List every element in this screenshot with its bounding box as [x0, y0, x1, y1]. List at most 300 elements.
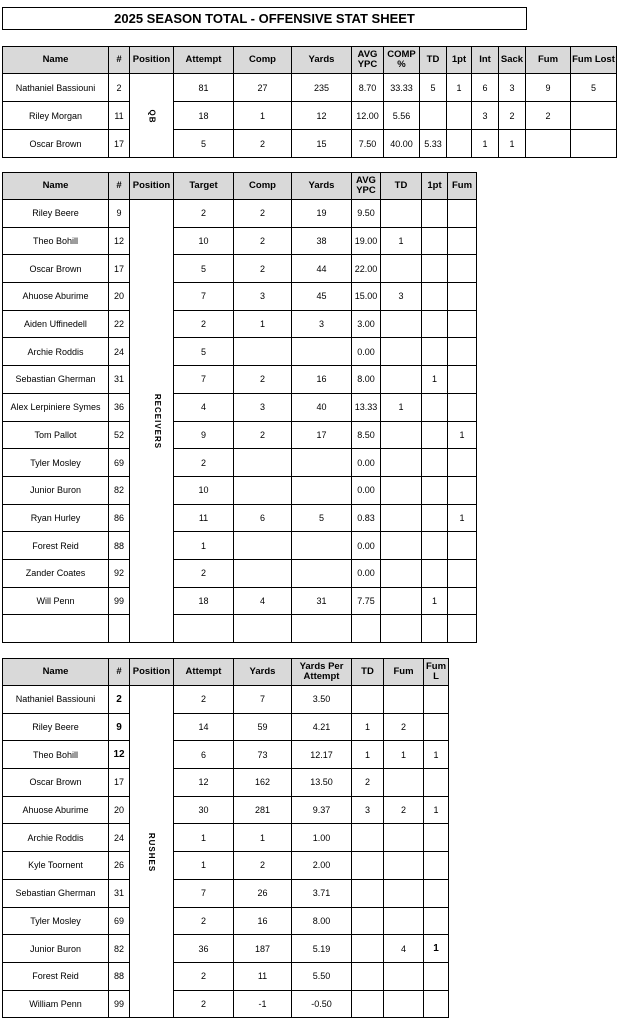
cell-avg-ypc: 0.00: [352, 559, 381, 587]
cell-target: 7: [174, 366, 234, 394]
cell-1pt: [422, 310, 448, 338]
cell-td: [381, 587, 422, 615]
cell-td: [381, 476, 422, 504]
cell-fum-l: [424, 990, 449, 1018]
cell-avg-ypc: 0.00: [352, 476, 381, 504]
cell-avg-ypc: 15.00: [352, 283, 381, 311]
table-row: [3, 935, 449, 963]
cell-attempt: 36: [174, 935, 234, 963]
cell-attempt: 7: [174, 879, 234, 907]
cell-comp: 5.56: [384, 102, 420, 130]
position-cell: [130, 200, 174, 643]
header-name: Name: [3, 47, 109, 74]
cell-fum: 4: [384, 935, 424, 963]
cell-yards: 45: [292, 283, 352, 311]
cell-fum-l: [424, 686, 449, 714]
header-: #: [109, 173, 130, 200]
cell-td: [352, 935, 384, 963]
cell-avg-ypc: 8.70: [352, 74, 384, 102]
cell-: 12: [109, 741, 130, 769]
cell-td: 1: [381, 393, 422, 421]
cell-fum: [448, 449, 477, 477]
cell-target: 2: [174, 200, 234, 228]
cell-1pt: [422, 393, 448, 421]
cell-yards: 26: [234, 879, 292, 907]
cell-name: Ryan Hurley: [3, 504, 109, 532]
cell-name: Will Penn: [3, 587, 109, 615]
cell-name: Aiden Uffinedell: [3, 310, 109, 338]
header-comp: Comp: [234, 47, 292, 74]
header-td: TD: [352, 659, 384, 686]
cell-yards: 73: [234, 741, 292, 769]
cell-yards: [292, 532, 352, 560]
cell-sack: 3: [499, 74, 526, 102]
header-fum: Fum: [384, 659, 424, 686]
cell-comp: 3: [234, 393, 292, 421]
cell-fum-l: [424, 907, 449, 935]
cell-td: [381, 366, 422, 394]
header-position: Position: [130, 173, 174, 200]
cell-td: [381, 200, 422, 228]
cell-: 31: [109, 366, 130, 394]
header-comp: Comp: [234, 173, 292, 200]
cell-yards: [292, 559, 352, 587]
cell-td: [352, 852, 384, 880]
cell-comp: [234, 615, 292, 643]
cell-td: [352, 990, 384, 1018]
header-attempt: Attempt: [174, 47, 234, 74]
cell-yards: [292, 449, 352, 477]
position-label: RUSHES: [147, 832, 156, 872]
header-avg-ypc: AVG YPC: [352, 47, 384, 74]
cell-avg-ypc: [352, 615, 381, 643]
cell-yards-per-attempt: -0.50: [292, 990, 352, 1018]
cell-1pt: [422, 476, 448, 504]
cell-name: Sebastian Gherman: [3, 366, 109, 394]
cell-avg-ypc: 8.50: [352, 421, 381, 449]
cell-fum: 2: [384, 713, 424, 741]
cell-: 52: [109, 421, 130, 449]
header-td: TD: [420, 47, 447, 74]
cell-name: William Penn: [3, 990, 109, 1018]
position-cell: [130, 686, 174, 1018]
position-cell: [130, 74, 174, 158]
cell-: 24: [109, 338, 130, 366]
cell-yards-per-attempt: 5.50: [292, 962, 352, 990]
cell-name: Nathaniel Bassiouni: [3, 74, 109, 102]
cell-yards: 16: [234, 907, 292, 935]
cell-: 2: [109, 74, 130, 102]
header-attempt: Attempt: [174, 659, 234, 686]
cell-name: Nathaniel Bassiouni: [3, 686, 109, 714]
cell-yards: 38: [292, 227, 352, 255]
cell-fum: [448, 255, 477, 283]
header-name: Name: [3, 659, 109, 686]
cell-comp: [234, 532, 292, 560]
cell-td: [352, 824, 384, 852]
cell-fum: [384, 769, 424, 797]
cell-name: Junior Buron: [3, 476, 109, 504]
position-label: QB: [147, 109, 156, 123]
table-row: [3, 74, 617, 102]
cell-avg-ypc: 22.00: [352, 255, 381, 283]
table-row: [3, 283, 477, 311]
cell-attempt: 81: [174, 74, 234, 102]
cell-target: 2: [174, 449, 234, 477]
cell-comp: [234, 559, 292, 587]
cell-fum: [448, 310, 477, 338]
cell-td: [381, 559, 422, 587]
table-row: [3, 741, 449, 769]
cell-comp: [234, 449, 292, 477]
cell-fum-l: 1: [424, 741, 449, 769]
cell-attempt: 5: [174, 130, 234, 158]
cell-comp: 40.00: [384, 130, 420, 158]
cell-attempt: 2: [174, 962, 234, 990]
table-row: [3, 962, 449, 990]
cell-target: 5: [174, 338, 234, 366]
cell-comp: 6: [234, 504, 292, 532]
cell-yards-per-attempt: 3.50: [292, 686, 352, 714]
cell-1pt: [422, 421, 448, 449]
cell-avg-ypc: 19.00: [352, 227, 381, 255]
cell-yards-per-attempt: 4.21: [292, 713, 352, 741]
cell-td: 1: [352, 713, 384, 741]
cell-fum-l: [424, 962, 449, 990]
cell-name: Tom Pallot: [3, 421, 109, 449]
cell-fum: [448, 476, 477, 504]
table-row: [3, 796, 449, 824]
cell-attempt: 2: [174, 990, 234, 1018]
cell-fum: [448, 283, 477, 311]
cell-yards: -1: [234, 990, 292, 1018]
cell-fum-l: 1: [424, 935, 449, 963]
sheet-title: 2025 SEASON TOTAL - OFFENSIVE STAT SHEET: [2, 7, 527, 30]
cell-fum-l: [424, 769, 449, 797]
cell-fum: [448, 200, 477, 228]
table-row: [3, 686, 449, 714]
cell-yards: 1: [234, 824, 292, 852]
cell-fum-l: [424, 824, 449, 852]
cell-int: 6: [472, 74, 499, 102]
cell-comp: 33.33: [384, 74, 420, 102]
cell-td: 3: [352, 796, 384, 824]
header-td: TD: [381, 173, 422, 200]
cell-fum: [448, 366, 477, 394]
header-fum: Fum: [448, 173, 477, 200]
cell-: 88: [109, 532, 130, 560]
header-target: Target: [174, 173, 234, 200]
cell-comp: 4: [234, 587, 292, 615]
cell-attempt: 12: [174, 769, 234, 797]
cell-td: 3: [381, 283, 422, 311]
receivers-stats-table: [2, 172, 477, 643]
cell-avg-ypc: 12.00: [352, 102, 384, 130]
table-row: [3, 587, 477, 615]
cell-avg-ypc: 0.83: [352, 504, 381, 532]
cell-: 22: [109, 310, 130, 338]
cell-yards: 12: [292, 102, 352, 130]
cell-name: Oscar Brown: [3, 255, 109, 283]
cell-1pt: [422, 255, 448, 283]
cell-yards: 19: [292, 200, 352, 228]
header-: #: [109, 47, 130, 74]
cell-fum: [448, 615, 477, 643]
cell-avg-ypc: 8.00: [352, 366, 381, 394]
cell-target: 2: [174, 559, 234, 587]
cell-: 20: [109, 796, 130, 824]
table-row: [3, 366, 477, 394]
cell-1pt: [422, 227, 448, 255]
table-row: [3, 824, 449, 852]
cell-avg-ypc: 0.00: [352, 449, 381, 477]
cell-1pt: [422, 532, 448, 560]
cell-avg-ypc: 7.50: [352, 130, 384, 158]
header-: #: [109, 659, 130, 686]
table-row: [3, 421, 477, 449]
cell-td: 2: [352, 769, 384, 797]
table-row: [3, 769, 449, 797]
cell-yards: 5: [292, 504, 352, 532]
cell-comp: 2: [234, 130, 292, 158]
cell-td: [352, 879, 384, 907]
table-row: [3, 504, 477, 532]
cell-yards: 44: [292, 255, 352, 283]
cell-avg-ypc: 13.33: [352, 393, 381, 421]
cell-fum: [384, 686, 424, 714]
cell-td: 5.33: [420, 130, 447, 158]
cell-fum: [384, 990, 424, 1018]
cell-fum: 2: [526, 102, 571, 130]
cell-sack: 2: [499, 102, 526, 130]
cell-comp: 2: [234, 421, 292, 449]
header-name: Name: [3, 173, 109, 200]
cell-td: [381, 338, 422, 366]
cell-target: 9: [174, 421, 234, 449]
cell-1pt: [447, 130, 472, 158]
cell-target: 10: [174, 227, 234, 255]
cell-name: Riley Beere: [3, 200, 109, 228]
cell-attempt: 6: [174, 741, 234, 769]
cell-yards: 15: [292, 130, 352, 158]
cell-comp: 27: [234, 74, 292, 102]
cell-1pt: [422, 283, 448, 311]
table-row: [3, 310, 477, 338]
cell-name: Theo Bohill: [3, 227, 109, 255]
cell-attempt: 2: [174, 907, 234, 935]
cell-comp: [234, 476, 292, 504]
cell-yards: 187: [234, 935, 292, 963]
cell-target: 1: [174, 532, 234, 560]
cell-name: Junior Buron: [3, 935, 109, 963]
cell-td: [352, 962, 384, 990]
cell-1pt: [422, 449, 448, 477]
cell-name: Sebastian Gherman: [3, 879, 109, 907]
table-row: [3, 476, 477, 504]
cell-fum: 2: [384, 796, 424, 824]
header-yards: Yards: [292, 47, 352, 74]
cell-yards: 2: [234, 852, 292, 880]
cell-fum: [448, 338, 477, 366]
cell-name: Archie Roddis: [3, 824, 109, 852]
cell-yards: 235: [292, 74, 352, 102]
cell-fum: [384, 907, 424, 935]
cell-name: Alex Lerpiniere Symes: [3, 393, 109, 421]
cell-yards-per-attempt: 9.37: [292, 796, 352, 824]
cell-name: Tyler Mosley: [3, 907, 109, 935]
cell-1pt: [422, 200, 448, 228]
cell-td: [352, 907, 384, 935]
cell-avg-ypc: 9.50: [352, 200, 381, 228]
cell-1pt: [422, 338, 448, 366]
header-yards-per-attempt: Yards Per Attempt: [292, 659, 352, 686]
cell-: 17: [109, 769, 130, 797]
cell-attempt: 1: [174, 824, 234, 852]
cell-fum: [448, 532, 477, 560]
cell-: 17: [109, 255, 130, 283]
cell-: 31: [109, 879, 130, 907]
cell-target: 10: [174, 476, 234, 504]
cell-comp: [234, 338, 292, 366]
cell-avg-ypc: 0.00: [352, 338, 381, 366]
cell-: 36: [109, 393, 130, 421]
cell-: 24: [109, 824, 130, 852]
cell-fum: [448, 227, 477, 255]
cell-fum-lost: [571, 102, 617, 130]
table-row: [3, 255, 477, 283]
cell-: 9: [109, 713, 130, 741]
cell-fum-l: [424, 713, 449, 741]
cell-int: 1: [472, 130, 499, 158]
cell-name: Archie Roddis: [3, 338, 109, 366]
cell-fum-l: [424, 852, 449, 880]
cell-name: Ahuose Aburime: [3, 796, 109, 824]
cell-fum: 1: [448, 421, 477, 449]
table-row: [3, 449, 477, 477]
cell-name: Ahuose Aburime: [3, 283, 109, 311]
table-row: [3, 102, 617, 130]
cell-td: [420, 102, 447, 130]
cell-yards-per-attempt: 12.17: [292, 741, 352, 769]
header-fum-lost: Fum Lost: [571, 47, 617, 74]
cell-fum: 9: [526, 74, 571, 102]
cell-yards: [292, 338, 352, 366]
cell-yards: 16: [292, 366, 352, 394]
cell-name: Oscar Brown: [3, 130, 109, 158]
table-row: [3, 852, 449, 880]
cell-yards-per-attempt: 5.19: [292, 935, 352, 963]
cell-yards-per-attempt: 3.71: [292, 879, 352, 907]
cell-target: 7: [174, 283, 234, 311]
header-position: Position: [130, 659, 174, 686]
header-comp: COMP %: [384, 47, 420, 74]
position-label: RECEIVERS: [153, 393, 163, 450]
cell-fum-l: 1: [424, 796, 449, 824]
cell-comp: 1: [234, 102, 292, 130]
cell-1pt: [422, 615, 448, 643]
cell-: 69: [109, 449, 130, 477]
header-yards: Yards: [292, 173, 352, 200]
cell-name: Forest Reid: [3, 962, 109, 990]
cell-comp: 2: [234, 200, 292, 228]
cell-td: [381, 310, 422, 338]
cell-: 17: [109, 130, 130, 158]
cell-: 86: [109, 504, 130, 532]
cell-yards-per-attempt: 8.00: [292, 907, 352, 935]
cell-name: Kyle Toornent: [3, 852, 109, 880]
cell-: 2: [109, 686, 130, 714]
cell-fum-lost: [571, 130, 617, 158]
table-row: [3, 338, 477, 366]
cell-fum: [384, 962, 424, 990]
cell-: 92: [109, 559, 130, 587]
cell-: 11: [109, 102, 130, 130]
table-row: [3, 990, 449, 1018]
cell-1pt: 1: [422, 587, 448, 615]
cell-1pt: 1: [447, 74, 472, 102]
rushes-stats-table: [2, 658, 449, 1018]
cell-target: 5: [174, 255, 234, 283]
header-avg-ypc: AVG YPC: [352, 173, 381, 200]
cell-comp: 2: [234, 366, 292, 394]
cell-: 26: [109, 852, 130, 880]
cell-: 82: [109, 476, 130, 504]
cell-1pt: 1: [422, 366, 448, 394]
table-row: [3, 879, 449, 907]
cell-yards: 162: [234, 769, 292, 797]
cell-: 12: [109, 227, 130, 255]
cell-name: Forest Reid: [3, 532, 109, 560]
cell-yards: 59: [234, 713, 292, 741]
cell-fum: [384, 824, 424, 852]
cell-yards: 7: [234, 686, 292, 714]
table-row: [3, 532, 477, 560]
cell-td: [381, 615, 422, 643]
header-int: Int: [472, 47, 499, 74]
cell-comp: 2: [234, 255, 292, 283]
cell-yards-per-attempt: 1.00: [292, 824, 352, 852]
cell-comp: 1: [234, 310, 292, 338]
cell-: 9: [109, 200, 130, 228]
cell-int: 3: [472, 102, 499, 130]
cell-fum: 1: [384, 741, 424, 769]
cell-fum: [526, 130, 571, 158]
cell-fum: 1: [448, 504, 477, 532]
header-fum-l: Fum L: [424, 659, 449, 686]
header-fum: Fum: [526, 47, 571, 74]
table-row: [3, 393, 477, 421]
cell-td: 1: [381, 227, 422, 255]
cell-td: [352, 686, 384, 714]
cell-td: [381, 421, 422, 449]
cell-yards: 281: [234, 796, 292, 824]
qb-stats-table: [2, 46, 617, 158]
cell-avg-ypc: 3.00: [352, 310, 381, 338]
cell-: [109, 615, 130, 643]
cell-attempt: 2: [174, 686, 234, 714]
cell-name: Riley Beere: [3, 713, 109, 741]
cell-target: 18: [174, 587, 234, 615]
cell-fum: [448, 587, 477, 615]
cell-td: [381, 532, 422, 560]
cell-attempt: 18: [174, 102, 234, 130]
table-row: [3, 200, 477, 228]
table-row: [3, 907, 449, 935]
cell-td: 1: [352, 741, 384, 769]
header-sack: Sack: [499, 47, 526, 74]
cell-td: [381, 504, 422, 532]
cell-yards: [292, 476, 352, 504]
